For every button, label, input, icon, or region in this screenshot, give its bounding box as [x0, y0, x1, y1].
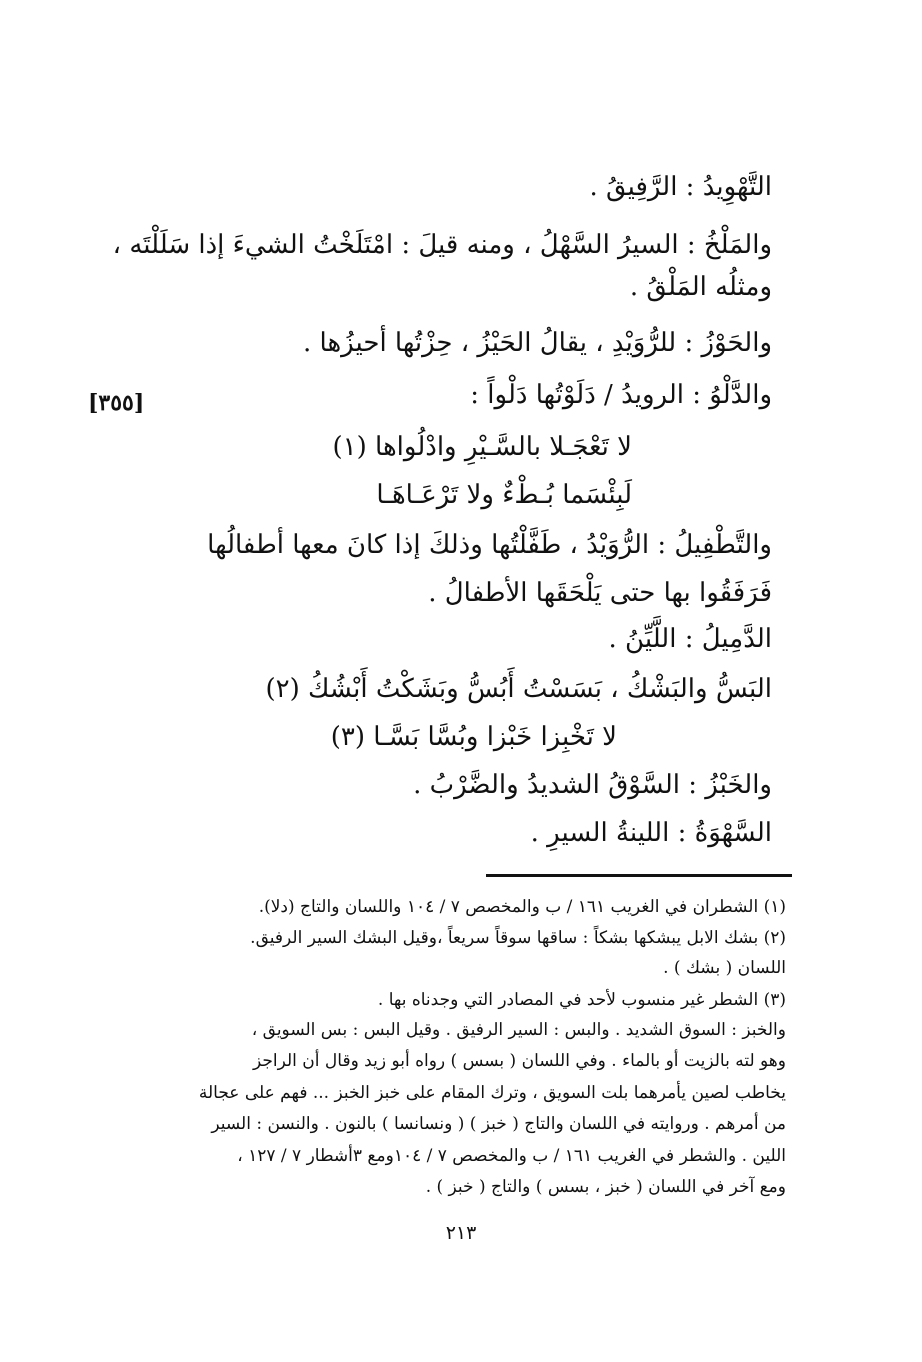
footnote-separator-rule [486, 874, 792, 877]
body-line-9: البَسُّ والبَشْكُ ، بَسَسْتُ أَبُسُّ وبَشَكْتُ أَبْشُكُ (٢) [265, 674, 772, 704]
footnote-3-line-2: والخبز : السوق الشديد . والبس : السير الرفيق . وقيل البس : بس السويق ، [251, 1020, 786, 1040]
verse-line-1: لا تَعْجَـلا بالسَّـيْرِ وادْلُواها (١) [332, 432, 632, 462]
body-line-3: ومثلُه المَلْقُ . [629, 272, 772, 302]
body-line-10: والخَبْزُ : السَّوْقُ الشديدُ والضَّرْبُ . [413, 770, 772, 800]
verse-line-2: لَبِئْسَما بُـطْءٌ ولا تَرْعَـاهَـا [376, 480, 632, 510]
footnote-3-line-7: ومع آخر في اللسان ( خبز ، بسس ) والتاج ( خبز ) . [425, 1177, 786, 1197]
verse-line-3: لا تَخْبِزا خَبْزا وبُسَّا بَسَّـا (٣) [330, 722, 617, 752]
body-line-1: التَّهْوِيدُ : الرَّفِيقُ . [589, 172, 772, 202]
footnote-3-line-6: اللين . والشطر في الغريب ١٦١ / ب والمخصص ٧ / ١٠٤ومع ٣أشطار ٧ / ١٢٧ ، [237, 1146, 786, 1166]
body-line-8: الدَّمِيلُ : اللَّيِّنُ . [608, 624, 772, 654]
footnote-3-line-4: يخاطب لصين يأمرهما بلت السويق ، وترك المقام على خبز الخبز ... فهم على عجالة [198, 1083, 786, 1103]
footnote-3-line-5: من أمرهم . وروايته في اللسان والتاج ( خبز ) ( ونسانسا ) بالنون . والنسن : السير [211, 1114, 786, 1134]
body-line-5: والدَّلْوُ : الرويدُ / دَلَوْتُها دَلْواً : [470, 380, 772, 410]
footnote-3: (٣) الشطر غير منسوب لأحد في المصادر التي وجدناه بها . [377, 990, 786, 1010]
footnote-3-line-3: وهو لته بالزيت أو بالماء . وفي اللسان ( بسس ) رواه أبو زيد وقال أن الراجز [253, 1051, 786, 1071]
footnote-2-continued: اللسان ( بشك ) . [663, 958, 786, 978]
margin-page-reference: [٣٥٥] [88, 390, 145, 416]
footnote-1: (١) الشطران في الغريب ١٦١ / ب والمخصص ٧ / ١٠٤ واللسان والتاج (دلا). [258, 897, 786, 917]
body-line-6: والتَّطْفِيلُ : الرُّوَيْدُ ، طَفَّلْتُها وذلكَ إذا كانَ معها أطفالُها [207, 530, 772, 560]
body-line-11: السَّهْوَةُ : اللينةُ السيرِ . [530, 818, 772, 848]
footnote-2: (٢) بشك الابل يبشكها بشكاً : ساقها سوقاً سريعاً ،وقيل البشك السير الرفيق. [250, 928, 786, 948]
body-line-2: والمَلْخُ : السيرُ السَّهْلُ ، ومنه قيلَ : امْتَلَخْتُ الشيءَ إذا سَلَلْتَه ، [112, 230, 772, 260]
page-number: ٢١٣ [445, 1222, 477, 1244]
body-line-4: والحَوْزُ : للرُّوَيْدِ ، يقالُ الحَيْزُ ، حِزْتُها أحيزُها . [303, 328, 772, 358]
body-line-7: فَرَفَقُوا بها حتى يَلْحَقَها الأطفالُ . [428, 578, 772, 608]
